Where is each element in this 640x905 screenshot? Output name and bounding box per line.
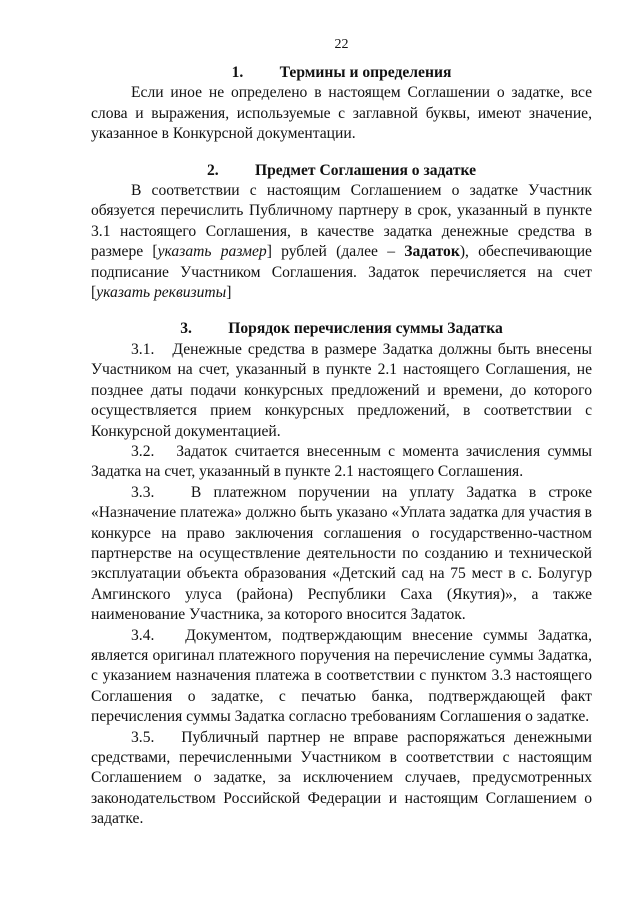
- clause-3-3-number: 3.3.: [131, 483, 155, 501]
- section-1-paragraph: Если иное не определено в настоящем Соглашении о задатке, все слова и выражения, используемые с заглавной буквы, имеют значение, указанное в Конкурсной документации.: [91, 84, 592, 143]
- clause-3-3-text: В платежном поручении на уплату Задатка в строке «Назначение платежа» должно быть указано «Уплата задатка для участия в конкурсе на право заключения соглашения о государственно-частном партнерстве на осуществление деятельности по созданию и технической эксплуатации объекта образования «Детский сад на 75 мест в с. Болугур Амгинского улуса (района) Республики Саха (Якутия)», а также наименование Участника, за которого вносится Задаток.: [91, 483, 592, 624]
- clause-3-2-number: 3.2.: [131, 442, 155, 460]
- section-2-text-c: ] рублей (далее –: [266, 243, 405, 261]
- clause-3-5-number: 3.5.: [131, 728, 155, 746]
- clause-3-4-number: 3.4.: [131, 626, 155, 644]
- section-1-title: Термины и определения: [279, 64, 452, 81]
- section-2-number: 2.: [206, 161, 219, 179]
- clause-3-4: [91, 626, 592, 728]
- section-3-title: Порядок перечисления суммы Задатка: [228, 320, 503, 338]
- placeholder-amount: указать размер: [157, 243, 267, 261]
- clause-3-3: [91, 483, 592, 626]
- section-3-heading: [91, 319, 592, 339]
- section-1-number: 1.: [231, 64, 244, 81]
- clause-3-5: [91, 728, 592, 830]
- section-2-text-e: ), обеспечивающие подписание Участником Соглашения. Задаток перечисляется на счет [: [91, 243, 592, 302]
- section-2-paragraph: [91, 181, 592, 303]
- term-zadatok: Задаток: [404, 243, 460, 261]
- clause-3-4-text: Документом, подтверждающим внесение суммы Задатка, является оригинал платежного поручения на перечисление суммы Задатка, с указанием назначения платежа в соответствии с пунктом 3.3 настоящего Соглашения о задатке, с печатью банка, подтверждающей факт перечисления суммы Задатка согласно требованиям Соглашения о задатке.: [91, 626, 592, 726]
- section-3-number: 3.: [180, 320, 192, 338]
- clause-3-1-text: Денежные средства в размере Задатка должны быть внесены Участником на счет, указанный в пункте 2.1 настоящего Соглашения, не позднее даты подачи конкурсных предложений и времени, до которого осуществляется прием конкурсных предложений, в соответствии с Конкурсной документацией.: [91, 340, 592, 440]
- clause-3-1-number: 3.1.: [131, 340, 155, 358]
- section-2-text-a: В соответствии с настоящим Соглашением о задатке Участник обязуется перечислить Публичному партнеру в срок, указанный в пункте 3.1 настоящего Соглашения, в качестве задатка денежные средства в размере [: [91, 182, 592, 261]
- section-2-heading: [91, 161, 592, 181]
- placeholder-requisites: указать реквизиты: [96, 284, 227, 302]
- clause-3-5-text: Публичный партнер не вправе распоряжаться денежными средствами, перечисленными Участником в соответствии с настоящим Соглашением о задатке, за исключением случаев, предусмотренных законодательством Российской Федерации и настоящим Соглашением о задатке.: [91, 728, 592, 828]
- section-1-heading: [91, 63, 592, 83]
- page-number: 22: [334, 37, 349, 52]
- clause-3-2-text: Задаток считается внесенным с момента зачисления суммы Задатка на счет, указанный в пункте 2.1 настоящего Соглашения.: [91, 442, 592, 481]
- clause-3-2: [91, 442, 592, 483]
- section-2-title: Предмет Соглашения о задатке: [254, 161, 476, 179]
- section-2-text-g: ]: [226, 284, 232, 302]
- clause-3-1: [91, 340, 592, 442]
